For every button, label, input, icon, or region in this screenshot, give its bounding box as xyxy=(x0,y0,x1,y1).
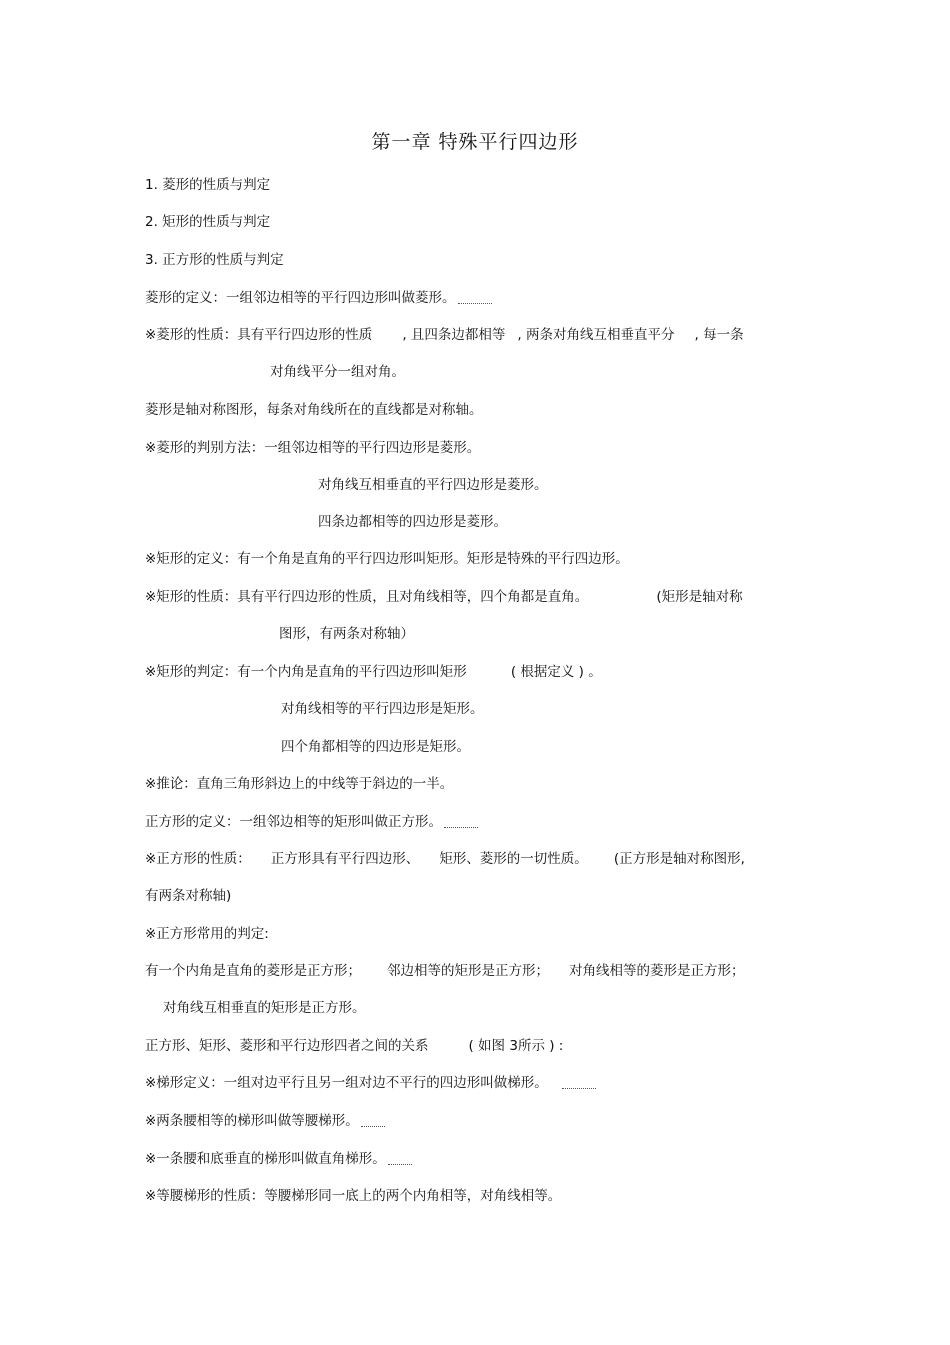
dotted-emphasis xyxy=(562,1087,596,1089)
rhombus-judge-1: ※菱形的判别方法：一组邻边相等的平行四边形是菱形。 xyxy=(145,440,481,456)
square-property-continuation: 有两条对称轴) xyxy=(145,888,232,904)
rectangle-property-continuation: 图形，有两条对称轴） xyxy=(279,626,414,642)
text-segment: ※正方形的性质： xyxy=(145,851,251,867)
dotted-emphasis xyxy=(444,826,478,828)
isosceles-trapezoid xyxy=(145,1112,385,1130)
rectangle-judge xyxy=(145,663,602,681)
text-segment: ( 如图 3所示 ) : xyxy=(468,1038,564,1054)
list-item: 2. 矩形的性质与判定 xyxy=(145,214,271,230)
text-segment: 正方形具有平行四边形、 xyxy=(270,851,420,867)
text-segment: ( 根据定义 ) 。 xyxy=(510,664,602,680)
text-segment: 正方形、矩形、菱形和平行边形四者之间的关系 xyxy=(145,1038,429,1054)
text-segment: , 每一条 xyxy=(694,327,744,343)
rectangle-property xyxy=(145,588,743,606)
list-item: 1. 菱形的性质与判定 xyxy=(145,177,271,193)
isosceles-trapezoid-text: ※两条腰相等的梯形叫做等腰梯形。 xyxy=(145,1113,359,1129)
rhombus-judge-3: 四条边都相等的四边形是菱形。 xyxy=(318,514,507,530)
text-segment: 对角线相等的菱形是正方形； xyxy=(569,963,745,979)
text-segment: ※矩形的性质：具有平行四边形的性质，且对角线相等，四个角都是直角。 xyxy=(145,589,589,605)
trapezoid-definition xyxy=(145,1074,596,1092)
text-segment: 矩形、菱形的一切性质。 xyxy=(439,851,588,867)
chapter-title: 第一章 特殊平行四边形 xyxy=(371,131,579,153)
dotted-emphasis xyxy=(361,1125,385,1127)
square-judge-line-2: 对角线互相垂直的矩形是正方形。 xyxy=(163,1000,366,1016)
rhombus-judge-2: 对角线互相垂直的平行四边形是菱形。 xyxy=(318,477,548,493)
text-segment: (矩形是轴对称 xyxy=(656,589,743,605)
rhombus-property xyxy=(145,326,744,344)
text-segment: , 且四条边都相等 xyxy=(402,327,506,343)
text-segment: 邻边相等的矩形是正方形； xyxy=(387,963,549,979)
rhombus-property-continuation: 对角线平分一组对角。 xyxy=(270,364,405,380)
relation-line xyxy=(145,1037,563,1055)
right-trapezoid-text: ※一条腰和底垂直的梯形叫做直角梯形。 xyxy=(145,1151,386,1167)
square-judge-line xyxy=(145,962,745,980)
rhombus-definition xyxy=(145,289,492,307)
corollary: ※推论：直角三角形斜边上的中线等于斜边的一半。 xyxy=(145,776,454,792)
rectangle-definition: ※矩形的定义：有一个角是直角的平行四边形叫矩形。矩形是特殊的平行四边形。 xyxy=(145,551,629,567)
rectangle-judge-2: 对角线相等的平行四边形是矩形。 xyxy=(281,701,484,717)
rectangle-judge-3: 四个角都相等的四边形是矩形。 xyxy=(281,739,470,755)
text-segment: , 两条对角线互相垂直平分 xyxy=(517,327,675,343)
list-item: 3. 正方形的性质与判定 xyxy=(145,252,284,268)
text-segment: 有一个内角是直角的菱形是正方形； xyxy=(145,963,361,979)
square-property xyxy=(145,850,745,868)
text-segment: ※矩形的判定：有一个内角是直角的平行四边形叫矩形 xyxy=(145,664,467,680)
rhombus-axis: 菱形是轴对称图形，每条对角线所在的直线都是对称轴。 xyxy=(145,402,483,418)
rhombus-definition-text: 菱形的定义：一组邻边相等的平行四边形叫做菱形。 xyxy=(145,290,456,306)
text-segment: (正方形是轴对称图形, xyxy=(613,851,745,867)
isosceles-trapezoid-property: ※等腰梯形的性质：等腰梯形同一底上的两个内角相等，对角线相等。 xyxy=(145,1188,562,1204)
trapezoid-definition-text: ※梯形定义：一组对边平行且另一组对边不平行的四边形叫做梯形。 xyxy=(145,1075,548,1091)
square-definition xyxy=(145,813,478,831)
dotted-emphasis xyxy=(388,1163,412,1165)
text-segment: ※菱形的性质：具有平行四边形的性质 xyxy=(145,327,373,343)
square-judge-heading: ※正方形常用的判定: xyxy=(145,926,269,942)
square-definition-text: 正方形的定义：一组邻边相等的矩形叫做正方形。 xyxy=(145,814,442,830)
dotted-emphasis xyxy=(458,302,492,304)
right-trapezoid xyxy=(145,1150,412,1168)
